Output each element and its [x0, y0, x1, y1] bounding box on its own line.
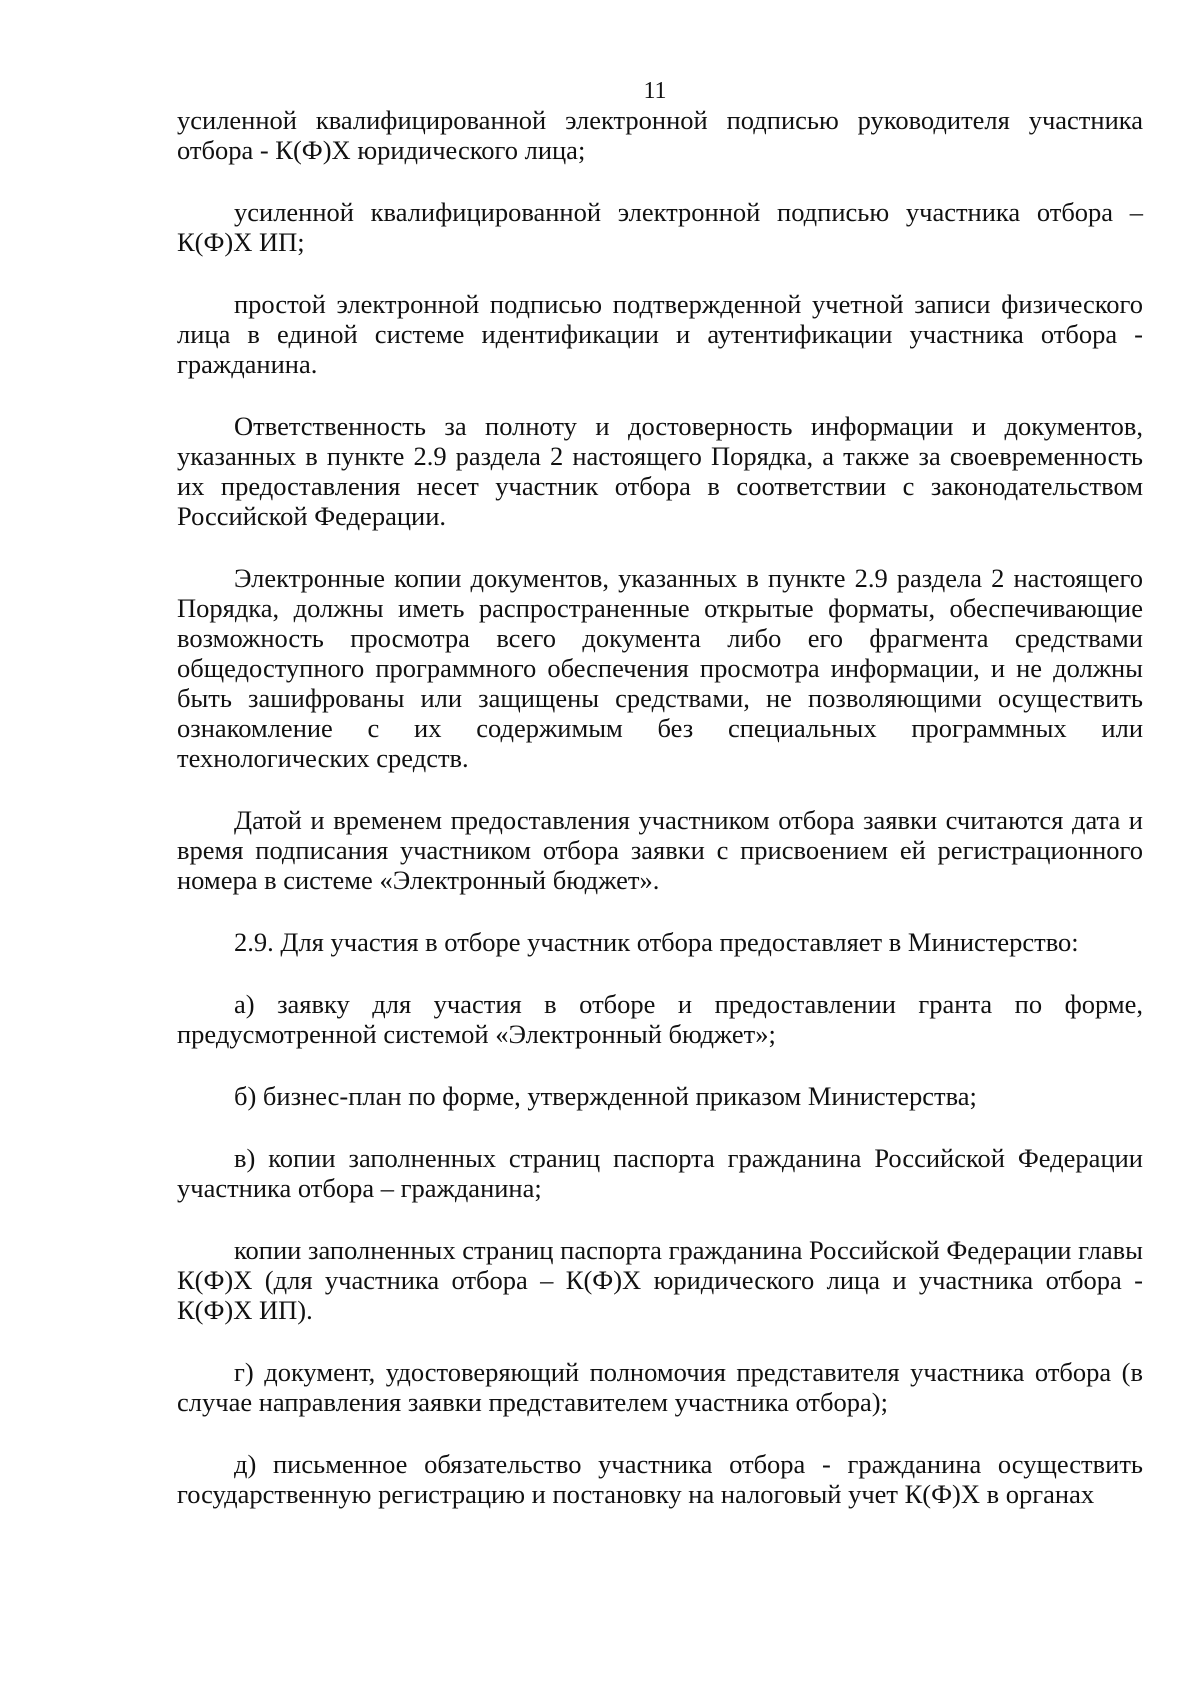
paragraph-electronic-copies: Электронные копии документов, указанных в пункте 2.9 раздела 2 настоящего Порядка, должны иметь распространенные открытые форматы, обеспечивающие возможность просмотра всего документа либо его фрагмента средствами общедоступного программного обеспечения просмотра информации, и не должны быть зашифрованы или защищены средствами, не позволяющими осуществить ознакомление с их содержимым без специальных программных или технологических средств. — [177, 563, 1143, 773]
list-item-v: в) копии заполненных страниц паспорта гражданина Российской Федерации участника отбора – гражданина; — [177, 1143, 1143, 1203]
paragraph-simple-signature: простой электронной подписью подтвержденной учетной записи физического лица в единой системе идентификации и аутентификации участника отбора - гражданина. — [177, 289, 1143, 379]
paragraph-signature-legal-entity: усиленной квалифицированной электронной подписью руководителя участника отбора - К(Ф)Х юридического лица; — [177, 105, 1143, 165]
paragraph-signature-ip: усиленной квалифицированной электронной подписью участника отбора – К(Ф)Х ИП; — [177, 197, 1143, 257]
list-item-a: а) заявку для участия в отборе и предоставлении гранта по форме, предусмотренной системой «Электронный бюджет»; — [177, 989, 1143, 1049]
list-item-b: б) бизнес-план по форме, утвержденной приказом Министерства; — [234, 1081, 977, 1111]
document-body — [177, 105, 1143, 1541]
list-item-d: д) письменное обязательство участника отбора - гражданина осуществить государственную регистрацию и постановку на налоговый учет К(Ф)Х в органах — [177, 1449, 1143, 1509]
paragraph-date-time: Датой и временем предоставления участником отбора заявки считаются дата и время подписания участником отбора заявки с присвоением ей регистрационного номера в системе «Электронный бюджет». — [177, 805, 1143, 895]
list-item-v-continued: копии заполненных страниц паспорта гражданина Российской Федерации главы К(Ф)Х (для участника отбора – К(Ф)Х юридического лица и участника отбора - К(Ф)Х ИП). — [177, 1235, 1143, 1325]
list-item-g: г) документ, удостоверяющий полномочия представителя участника отбора (в случае направления заявки представителем участника отбора); — [177, 1357, 1143, 1417]
paragraph-clause-2-9: 2.9. Для участия в отборе участник отбора предоставляет в Министерство: — [234, 927, 1079, 957]
paragraph-responsibility: Ответственность за полноту и достоверность информации и документов, указанных в пункте 2.9 раздела 2 настоящего Порядка, а также за своевременность их предоставления несет участник отбора в соответствии с законодательством Российской Федерации. — [177, 411, 1143, 531]
page-number: 11 — [643, 78, 667, 104]
